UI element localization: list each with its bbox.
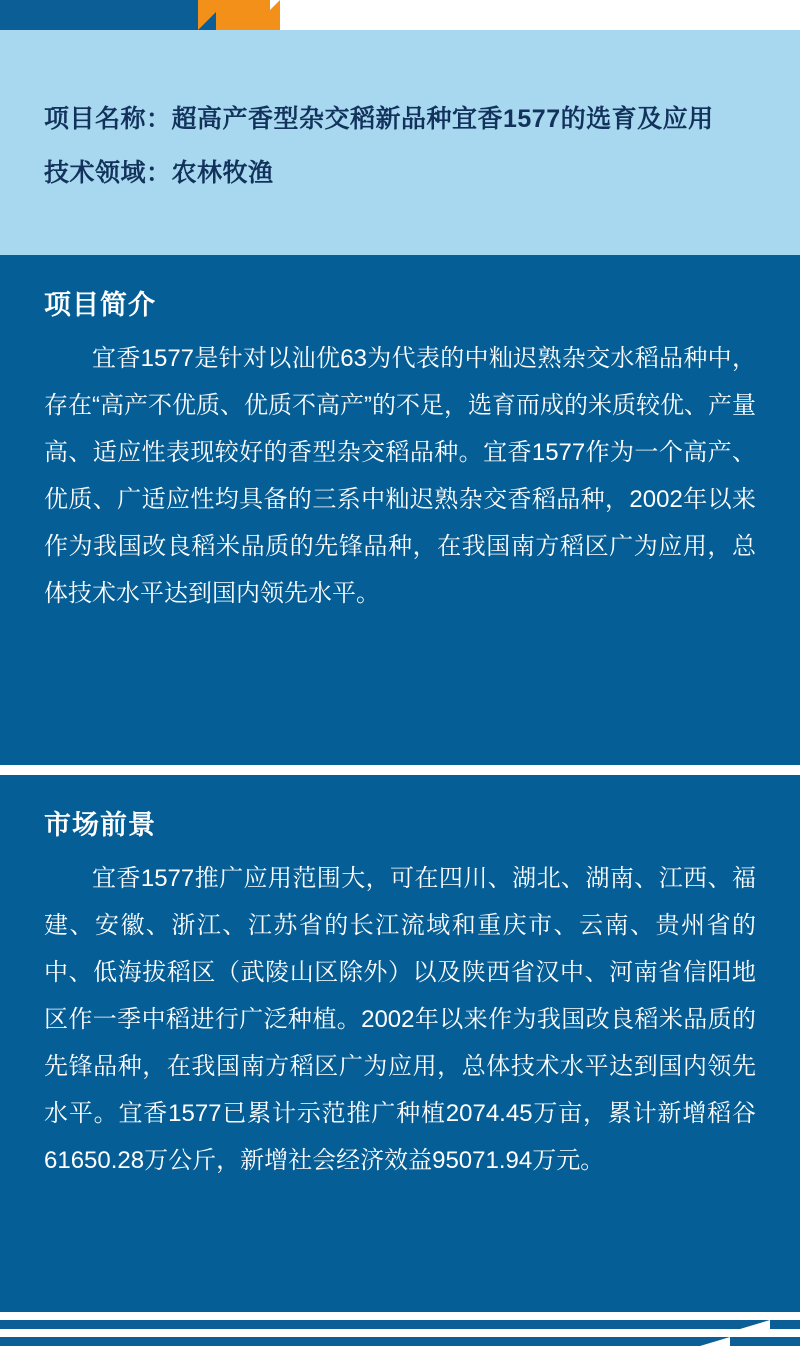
top-decoration-bar <box>0 0 800 30</box>
bottom-deco-line-2 <box>0 1337 800 1346</box>
bottom-deco-line-1 <box>0 1320 800 1329</box>
top-deco-orange-slant-right <box>250 0 280 30</box>
section-project-intro <box>0 255 800 765</box>
section-body-project-intro: 宜香1577是针对以汕优63为代表的中籼迟熟杂交水稻品种中，存在“高产不优质、优质不高产”的不足，选育而成的米质较优、产量高、适应性表现较好的香型杂交稻品种。宜香1577作为一个高产、优质、广适应性均具备的三系中籼迟熟杂交香稻品种，2002年以来作为我国改良稻米品质的先锋品种，在我国南方稻区广为应用，总体技术水平达到国内领先水平。 <box>44 345 756 607</box>
bottom-decoration-bar <box>0 1312 800 1362</box>
project-name-line: 项目名称：超高产香型杂交稻新品种宜香1577的选育及应用 <box>44 105 714 133</box>
section-divider <box>0 765 800 775</box>
bottom-deco-line-2-cut <box>700 1337 730 1346</box>
bottom-deco-line-1-cut <box>740 1320 770 1329</box>
top-deco-blue-block <box>0 0 225 30</box>
section-market-prospect <box>0 775 800 1312</box>
document-header <box>0 30 800 255</box>
tech-field-line: 技术领域：农林牧渔 <box>44 159 274 187</box>
section-title-market-prospect: 市场前景 <box>44 810 156 840</box>
section-body-market-prospect: 宜香1577推广应用范围大，可在四川、湖北、湖南、江西、福建、安徽、浙江、江苏省的长江流域和重庆市、云南、贵州省的中、低海拔稻区（武陵山区除外）以及陕西省汉中、河南省信阳地区作一季中稻进行广泛种植。2002年以来作为我国改良稻米品质的先锋品种，在我国南方稻区广为应用，总体技术水平达到国内领先水平。宜香1577已累计示范推广种植2074.45万亩，累计新增稻谷61650.28万公斤，新增社会经济效益95071.94万元。 <box>44 865 756 1174</box>
section-title-project-intro: 项目简介 <box>44 290 156 320</box>
